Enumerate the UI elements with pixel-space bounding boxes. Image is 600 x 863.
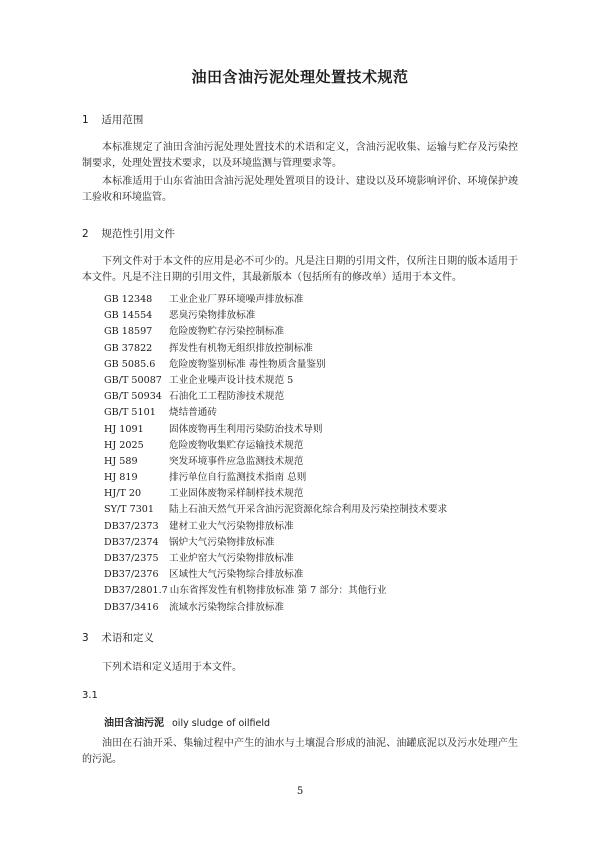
document-title: 油田含油污泥处理处置技术规范 (191, 68, 409, 86)
reference-name: 危险废物鉴别标准 毒性物质含量鉴别 (169, 358, 326, 370)
reference-item (104, 324, 524, 340)
reference-item (104, 551, 524, 567)
reference-name: 排污单位自行监测技术指南 总则 (169, 472, 307, 484)
reference-item (104, 583, 524, 599)
reference-item (104, 341, 524, 357)
term-number: 3.1 (82, 690, 98, 701)
term-definition: 油田在石油开采、集输过程中产生的油水与土壤混合形成的油泥、油罐底泥以及污水处理产生的污泥。 (82, 738, 518, 765)
section-1-number: 1 (82, 114, 89, 126)
term-heading (104, 714, 270, 729)
section-2-paragraph-1: 下列文件对于本文件的应用是必不可少的。凡是注日期的引用文件，仅所注日期的版本适用于本文件。凡是不注日期的引用文件，其最新版本（包括所有的修改单）适用于本文件。 (82, 256, 518, 283)
reference-list (104, 292, 524, 616)
reference-item (104, 422, 524, 438)
reference-code: GB 14554 (104, 310, 153, 322)
reference-item (104, 389, 524, 405)
reference-item (104, 357, 524, 373)
reference-item (104, 438, 524, 454)
reference-name: 陆上石油天然气开采含油污泥资源化综合利用及污染控制技术要求 (169, 504, 448, 516)
reference-item (104, 567, 524, 583)
reference-item (104, 454, 524, 470)
section-1-title: 适用范围 (101, 114, 144, 126)
reference-code: DB37/2373 (104, 520, 159, 532)
reference-item (104, 373, 524, 389)
reference-code: HJ 589 (104, 455, 138, 467)
reference-name: 石油化工工程防渗技术规范 (169, 391, 285, 403)
section-2-title: 规范性引用文件 (101, 228, 175, 240)
section-1-paragraph-2: 本标准适用于山东省油田含油污泥处理处置项目的设计、建设以及环境影响评价、环境保护竣工验收和环境监管。 (82, 176, 518, 203)
reference-code: GB/T 50087 (104, 374, 162, 386)
reference-code: DB37/2801.7 (104, 585, 168, 597)
reference-name: 突发环境事件应急监测技术规范 (169, 455, 304, 467)
reference-name: 工业企业厂界环境噪声排放标准 (169, 294, 304, 305)
reference-item (104, 292, 524, 308)
reference-code: DB37/2376 (104, 569, 159, 581)
section-2-heading (82, 226, 175, 241)
section-3-number: 3 (82, 632, 89, 644)
reference-item (104, 519, 524, 535)
reference-code: GB/T 5101 (104, 407, 156, 419)
reference-name: 挥发性有机物无组织排放控制标准 (169, 342, 313, 354)
reference-name: 区域性大气污染物综合排放标准 (169, 569, 304, 581)
section-2-number: 2 (82, 228, 89, 240)
reference-item (104, 470, 524, 486)
reference-code: GB 5085.6 (104, 358, 156, 370)
reference-item (104, 486, 524, 502)
reference-item (104, 600, 524, 616)
reference-name: 建材工业大气污染物排放标准 (169, 520, 294, 532)
reference-code: HJ 819 (104, 472, 138, 484)
term-name-en: oily sludge of oilfield (172, 718, 271, 729)
reference-name: 工业炉窑大气污染物排放标准 (169, 553, 294, 564)
reference-name: 危险废物贮存污染控制标准 (169, 326, 285, 338)
section-3-title: 术语和定义 (101, 632, 154, 644)
reference-code: SY/T 7301 (104, 504, 155, 516)
reference-name: 锅炉大气污染物排放标准 (169, 536, 275, 548)
section-1-heading (82, 112, 143, 127)
reference-name: 烧结普通砖 (169, 407, 217, 419)
reference-code: HJ 1091 (104, 423, 144, 435)
reference-code: DB37/3416 (104, 601, 159, 613)
term-name-cn: 油田含油污泥 (104, 718, 164, 729)
reference-code: GB/T 50934 (104, 391, 162, 403)
section-3-paragraph-1: 下列术语和定义适用于本文件。 (102, 662, 242, 673)
reference-name: 流域水污染物综合排放标准 (169, 601, 285, 613)
reference-code: GB 37822 (104, 342, 153, 354)
reference-name: 危险废物收集贮存运输技术规范 (169, 439, 304, 451)
reference-name: 恶臭污染物排放标准 (169, 310, 256, 322)
section-1-paragraph-1: 本标准规定了油田含油污泥处理处置技术的术语和定义，含油污泥收集、运输与贮存及污染控制要求，处理处置技术要求，以及环境监测与管理要求等。 (82, 142, 518, 169)
reference-item (104, 405, 524, 421)
reference-name: 山东省挥发性有机物排放标准 第 7 部分：其他行业 (169, 585, 387, 597)
section-3-heading (82, 630, 154, 645)
reference-name: 工业企业噪声设计技术规范 5 (169, 374, 294, 386)
reference-item (104, 502, 524, 518)
reference-code: HJ 2025 (104, 439, 144, 451)
reference-item (104, 308, 524, 324)
reference-code: GB 18597 (104, 326, 153, 338)
reference-item (104, 535, 524, 551)
reference-code: DB37/2374 (104, 536, 159, 548)
reference-code: GB 12348 (104, 294, 153, 305)
page-number: 5 (296, 786, 304, 797)
reference-code: DB37/2375 (104, 553, 159, 564)
reference-name: 固体废物再生利用污染防治技术导则 (169, 423, 323, 435)
reference-code: HJ/T 20 (104, 488, 142, 500)
reference-name: 工业固体废物采样制样技术规范 (169, 488, 304, 500)
